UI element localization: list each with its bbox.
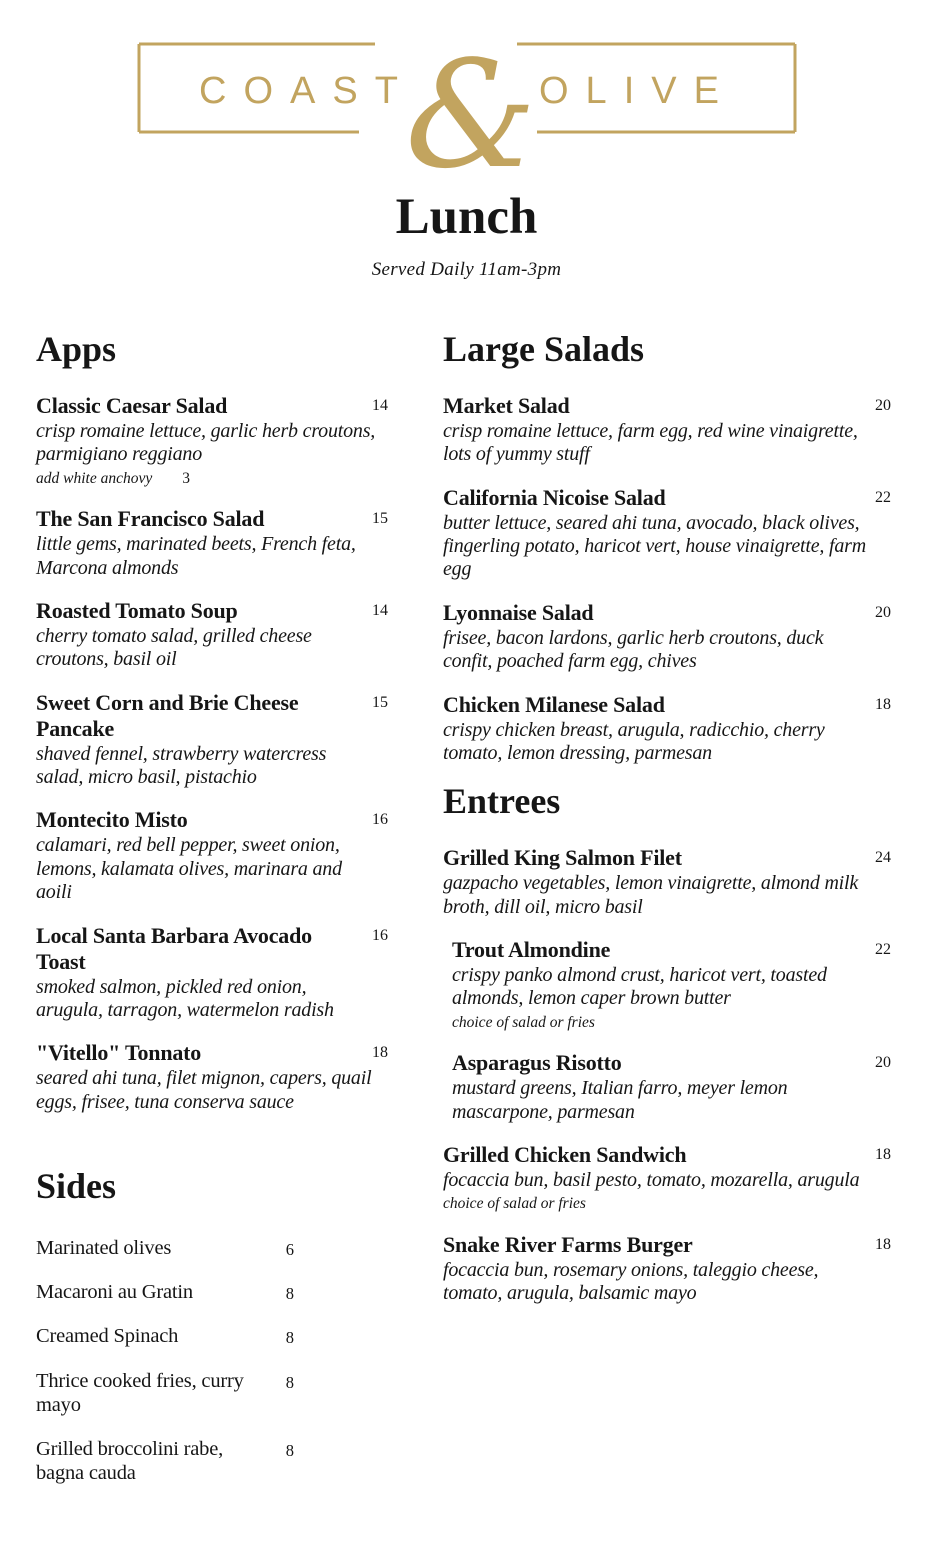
menu-columns xyxy=(0,281,933,1545)
item-title: Market Salad xyxy=(443,393,570,418)
menu-item-row xyxy=(36,393,388,419)
item-note xyxy=(443,1195,891,1214)
item-description: cherry tomato salad, grilled cheese croutons, basil oil xyxy=(36,625,312,671)
menu-item-row xyxy=(36,1437,316,1485)
item-price: 16 xyxy=(372,811,388,829)
item-note-text: choice of salad or fries xyxy=(443,1195,586,1213)
item-price: 18 xyxy=(875,695,891,713)
item-price: 16 xyxy=(372,926,388,944)
item-price: 8 xyxy=(285,1372,294,1392)
item-title: Marinated olives xyxy=(36,1237,172,1260)
logo-word-coast: COAST xyxy=(198,70,415,112)
item-description: calamari, red bell pepper, sweet onion, lemons, kalamata olives, marinara and aoili xyxy=(36,834,342,904)
item-title: Lyonnaise Salad xyxy=(443,599,594,625)
item-title: Classic Caesar Salad xyxy=(36,393,228,418)
item-price: 14 xyxy=(372,602,388,620)
item-description: shaved fennel, strawberry watercress salad, micro basil, pistachio xyxy=(36,742,327,789)
item-description: smoked salmon, pickled red onion, arugula, tarragon, watermelon radish xyxy=(36,975,334,1021)
item-title: "Vitello" Tonnato xyxy=(36,1040,202,1066)
item-description: crispy panko almond crust, haricot vert, toasted almonds, lemon caper brown butter xyxy=(452,964,827,1010)
item-price: 15 xyxy=(372,693,388,711)
item-title: Chicken Milanese Salad xyxy=(443,691,665,717)
menu-item xyxy=(443,1232,891,1306)
menu-item xyxy=(36,690,388,790)
menu-item-row xyxy=(36,598,388,624)
item-title: Thrice cooked fries, curry mayo xyxy=(36,1369,244,1416)
menu-item-row xyxy=(36,1280,316,1304)
menu-item-row xyxy=(443,1142,891,1168)
menu-item xyxy=(443,393,891,467)
menu-column-left xyxy=(36,331,388,1505)
menu-item xyxy=(36,393,388,488)
menu-item-row xyxy=(443,692,891,718)
menu-section xyxy=(443,783,891,1305)
item-title: Creamed Spinach xyxy=(36,1325,179,1348)
menu-section xyxy=(36,1168,388,1485)
menu-item xyxy=(36,1437,388,1485)
item-description: crisp romaine lettuce, garlic herb croutons, parmigiano reggiano xyxy=(36,419,376,466)
item-note-price: 3 xyxy=(182,469,190,487)
item-price: 6 xyxy=(285,1240,294,1260)
item-description: frisee, bacon lardons, garlic herb croutons, duck confit, poached farm egg, chives xyxy=(443,626,824,673)
menu-section xyxy=(36,331,388,1114)
menu-item-row xyxy=(36,690,388,742)
item-title: Asparagus Risotto xyxy=(452,1050,622,1076)
item-title: Local Santa Barbara Avocado Toast xyxy=(36,922,312,974)
item-price: 20 xyxy=(875,603,891,621)
menu-section xyxy=(443,331,891,765)
item-description: focaccia bun, rosemary onions, taleggio cheese, tomato, arugula, balsamic mayo xyxy=(443,1259,819,1305)
menu-item xyxy=(443,1142,891,1214)
item-price: 20 xyxy=(875,397,891,414)
coast-olive-logo xyxy=(137,29,797,201)
menu-item xyxy=(36,598,388,672)
menu-item xyxy=(443,937,891,1032)
menu-item-row xyxy=(36,1040,388,1066)
item-price: 18 xyxy=(875,1146,891,1164)
item-description: seared ahi tuna, filet mignon, capers, quail eggs, frisee, tuna conserva sauce xyxy=(36,1067,372,1113)
item-note-text: choice of salad or fries xyxy=(452,1013,595,1031)
menu-item xyxy=(36,1236,388,1260)
page-title: Lunch xyxy=(395,189,538,245)
menu-item-row xyxy=(36,1236,316,1260)
menu-column-right xyxy=(443,331,891,1324)
item-title: Trout Almondine xyxy=(452,937,611,963)
item-title: Roasted Tomato Soup xyxy=(36,598,238,624)
menu-item xyxy=(36,923,388,1023)
item-note xyxy=(452,1014,891,1033)
item-description: focaccia bun, basil pesto, tomato, mozarella, arugula xyxy=(443,1169,860,1192)
menu-item xyxy=(443,485,891,582)
item-title: The San Francisco Salad xyxy=(36,506,265,532)
menu-item xyxy=(443,692,891,766)
menu-item-row xyxy=(452,937,891,963)
menu-item xyxy=(443,845,891,919)
section-heading: Apps xyxy=(36,329,117,369)
item-note-text: add white anchovy xyxy=(36,469,153,487)
item-note xyxy=(36,470,388,489)
item-price: 8 xyxy=(285,1440,294,1460)
menu-item xyxy=(36,1280,388,1304)
item-title: Montecito Misto xyxy=(36,807,188,833)
section-heading: Large Salads xyxy=(443,329,645,369)
item-description: crispy chicken breast, arugula, radicchio, cherry tomato, lemon dressing, parmesan xyxy=(443,718,825,764)
menu-item-row xyxy=(443,485,891,511)
menu-item-row xyxy=(36,923,388,975)
item-price: 24 xyxy=(875,849,891,867)
menu-item-row xyxy=(36,506,388,532)
menu-header xyxy=(0,0,933,281)
item-description: mustard greens, Italian farro, meyer lemon mascarpone, parmesan xyxy=(452,1077,788,1123)
item-price: 20 xyxy=(875,1054,891,1072)
logo-ampersand-icon: & xyxy=(404,29,537,201)
menu-item-row xyxy=(443,845,891,871)
item-price: 18 xyxy=(875,1236,891,1254)
served-hours: Served Daily 11am-3pm xyxy=(371,259,562,280)
menu-item-row xyxy=(36,1324,316,1348)
menu-item-row xyxy=(443,1232,891,1258)
menu-item-row xyxy=(452,1050,891,1076)
item-description: little gems, marinated beets, French feta, Marcona almonds xyxy=(36,533,356,579)
item-price: 22 xyxy=(875,941,891,959)
item-title: Grilled King Salmon Filet xyxy=(443,845,682,871)
item-description: crisp romaine lettuce, farm egg, red wine vinaigrette, lots of yummy stuff xyxy=(443,419,858,466)
item-title: Grilled Chicken Sandwich xyxy=(443,1142,687,1168)
section-heading: Entrees xyxy=(443,781,561,822)
item-title: Grilled broccolini rabe, bagna cauda xyxy=(36,1437,224,1485)
item-price: 8 xyxy=(285,1284,294,1304)
menu-item xyxy=(36,807,388,904)
item-description: butter lettuce, seared ahi tuna, avocado, black olives, fingerling potato, haricot vert, house vinaigrette, farm egg xyxy=(443,511,867,581)
menu-item-row xyxy=(443,393,891,419)
logo-ampersand-wordmark-olive: OLIVE xyxy=(538,70,736,112)
item-title: Macaroni au Gratin xyxy=(36,1281,193,1304)
menu-item-row xyxy=(443,600,891,626)
menu-item xyxy=(36,1324,388,1348)
item-price: 18 xyxy=(372,1044,388,1062)
menu-item xyxy=(36,506,388,580)
menu-item xyxy=(443,1050,891,1124)
item-title: California Nicoise Salad xyxy=(443,484,666,510)
menu-item-row xyxy=(36,807,388,833)
item-price: 8 xyxy=(285,1328,294,1348)
menu-item xyxy=(443,600,891,674)
menu-item-row xyxy=(36,1369,316,1417)
item-title: Snake River Farms Burger xyxy=(443,1232,693,1258)
menu-item xyxy=(36,1369,388,1417)
item-description: gazpacho vegetables, lemon vinaigrette, almond milk broth, dill oil, micro basil xyxy=(443,872,859,918)
menu-item xyxy=(36,1040,388,1114)
item-price: 22 xyxy=(875,488,891,506)
item-price: 14 xyxy=(372,397,388,414)
section-heading: Sides xyxy=(36,1166,117,1207)
item-price: 15 xyxy=(372,510,388,528)
item-title: Sweet Corn and Brie Cheese Pancake xyxy=(36,689,299,741)
